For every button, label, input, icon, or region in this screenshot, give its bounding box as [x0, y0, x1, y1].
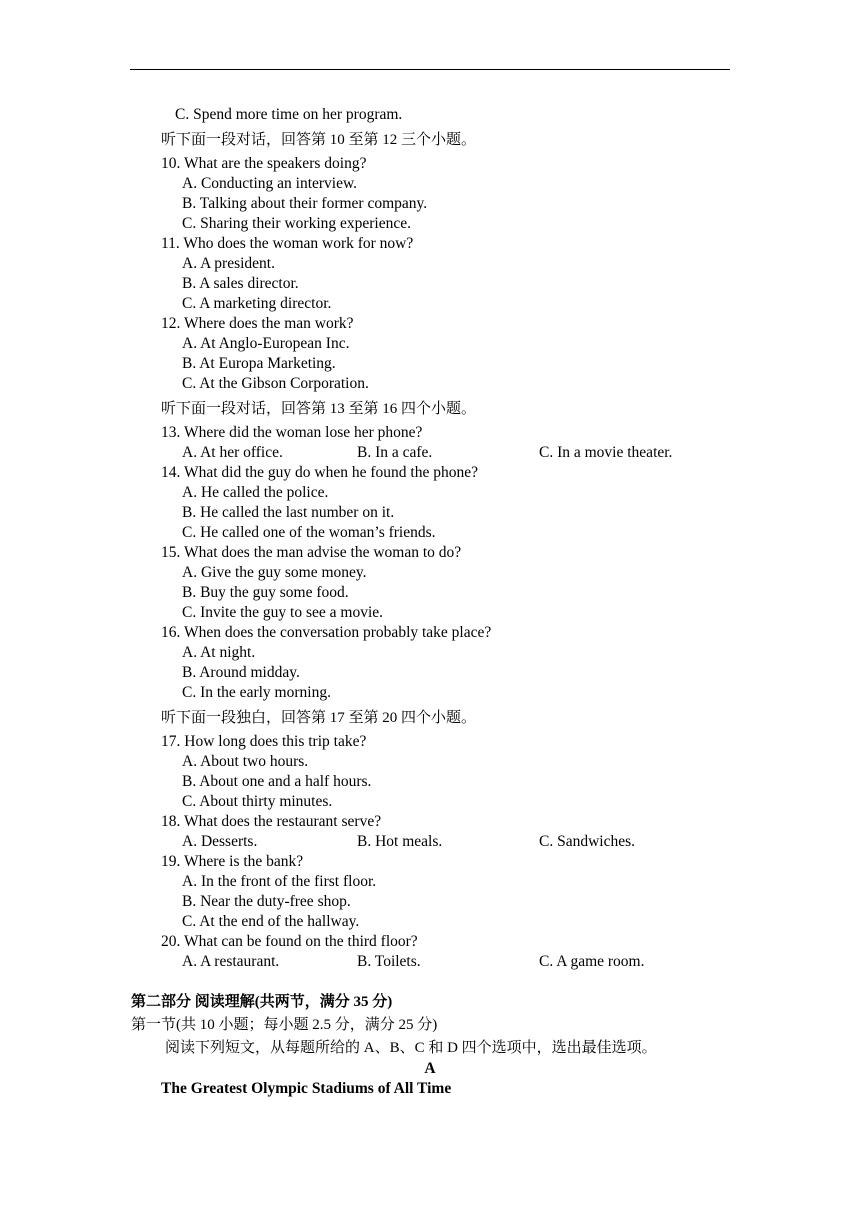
option-19a: A. In the front of the first floor. [182, 873, 377, 890]
option-15c: C. Invite the guy to see a movie. [182, 604, 384, 621]
option-17a: A. About two hours. [182, 753, 309, 770]
question-12: 12. Where does the man work? [161, 315, 354, 332]
option-16a: A. At night. [182, 644, 256, 661]
option-19c: C. At the end of the hallway. [182, 913, 360, 930]
option-17c: C. About thirty minutes. [182, 793, 333, 810]
option-12c: C. At the Gibson Corporation. [182, 375, 369, 392]
option-13a: A. At her office. [182, 444, 283, 461]
section-instruction: 听下面一段对话，回答第 13 至第 16 四个小题。 [161, 401, 477, 417]
section-heading: 第一节(共 10 小题；每小题 2.5 分，满分 25 分) [131, 1017, 438, 1033]
section-instruction: 听下面一段对话，回答第 10 至第 12 三个小题。 [161, 132, 477, 148]
question-14: 14. What did the guy do when he found the phone? [161, 464, 478, 481]
question-19: 19. Where is the bank? [161, 853, 304, 870]
question-11: 11. Who does the woman work for now? [161, 235, 414, 252]
option-14c: C. He called one of the woman’s friends. [182, 524, 436, 541]
question-16: 16. When does the conversation probably take place? [161, 624, 492, 641]
option-18b: B. Hot meals. [357, 833, 443, 850]
header-rule [130, 69, 730, 70]
option-18a: A. Desserts. [182, 833, 258, 850]
passage-title: The Greatest Olympic Stadiums of All Time [161, 1080, 452, 1097]
option-14a: A. He called the police. [182, 484, 329, 501]
option-20c: C. A game room. [539, 953, 645, 970]
option-16b: B. Around midday. [182, 664, 300, 681]
option-line: C. Spend more time on her program. [175, 106, 403, 123]
option-11b: B. A sales director. [182, 275, 299, 292]
question-17: 17. How long does this trip take? [161, 733, 367, 750]
option-10a: A. Conducting an interview. [182, 175, 358, 192]
option-12b: B. At Europa Marketing. [182, 355, 336, 372]
reading-instruction: 阅读下列短文，从每题所给的 A、B、C 和 D 四个选项中，选出最佳选项。 [165, 1040, 657, 1056]
question-20: 20. What can be found on the third floor? [161, 933, 418, 950]
question-18: 18. What does the restaurant serve? [161, 813, 382, 830]
option-20b: B. Toilets. [357, 953, 421, 970]
option-10c: C. Sharing their working experience. [182, 215, 411, 232]
option-19b: B. Near the duty-free shop. [182, 893, 351, 910]
question-13: 13. Where did the woman lose her phone? [161, 424, 423, 441]
option-10b: B. Talking about their former company. [182, 195, 428, 212]
option-16c: C. In the early morning. [182, 684, 331, 701]
option-11a: A. A president. [182, 255, 275, 272]
option-11c: C. A marketing director. [182, 295, 332, 312]
option-15a: A. Give the guy some money. [182, 564, 367, 581]
question-10: 10. What are the speakers doing? [161, 155, 367, 172]
option-13c: C. In a movie theater. [539, 444, 673, 461]
part-heading: 第二部分 阅读理解(共两节，满分 35 分) [131, 994, 393, 1010]
option-13b: B. In a cafe. [357, 444, 433, 461]
question-15: 15. What does the man advise the woman to do? [161, 544, 462, 561]
option-15b: B. Buy the guy some food. [182, 584, 349, 601]
option-14b: B. He called the last number on it. [182, 504, 395, 521]
option-12a: A. At Anglo-European Inc. [182, 335, 350, 352]
option-18c: C. Sandwiches. [539, 833, 636, 850]
option-20a: A. A restaurant. [182, 953, 280, 970]
option-17b: B. About one and a half hours. [182, 773, 372, 790]
section-instruction: 听下面一段独白，回答第 17 至第 20 四个小题。 [161, 710, 477, 726]
passage-letter: A [424, 1060, 436, 1077]
